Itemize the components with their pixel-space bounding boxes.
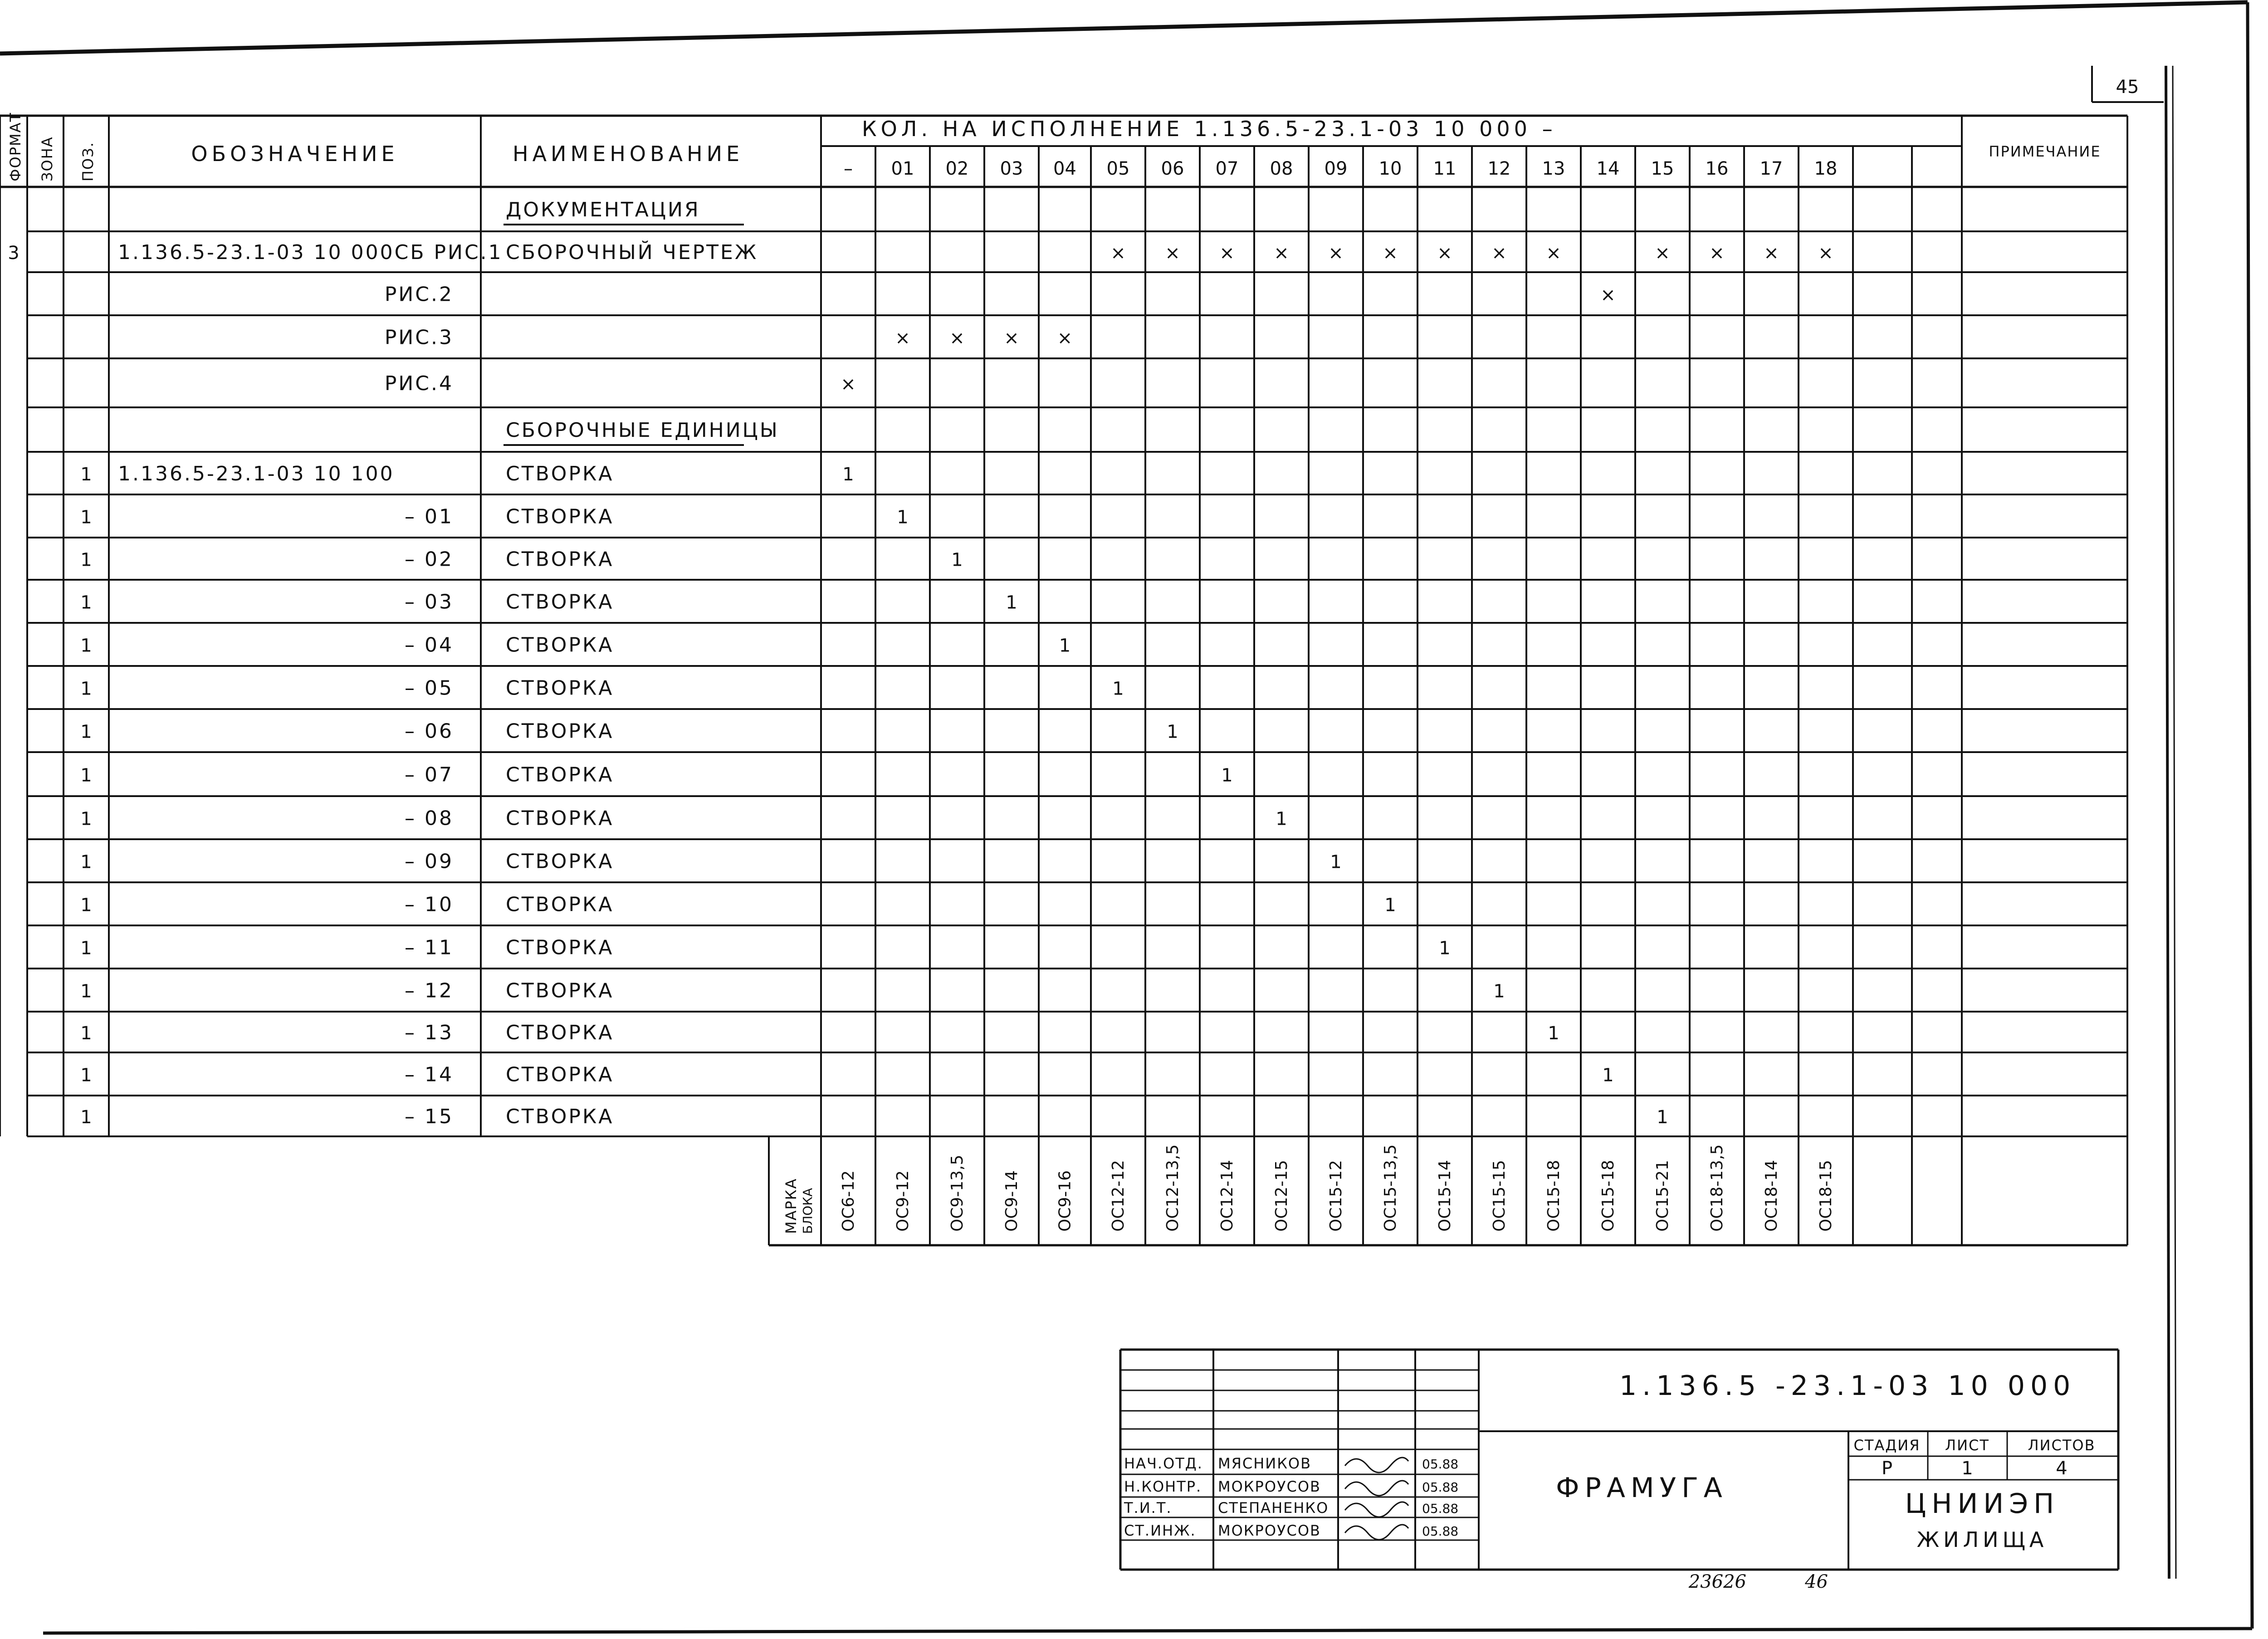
row-position: 1: [80, 851, 92, 873]
quantity-mark: 1: [1330, 851, 1342, 873]
variant-number: 09: [1324, 158, 1348, 179]
signature-name: МОКРОУСОВ: [1218, 1478, 1321, 1495]
quantity-mark: ×: [895, 328, 910, 349]
block-mark-label: БЛОКА: [800, 1188, 815, 1234]
row-name: СТВОРКА: [506, 1105, 614, 1128]
row-position: 1: [80, 1065, 92, 1086]
quantity-mark: ×: [1818, 243, 1833, 264]
quantity-mark: 1: [1657, 1107, 1668, 1128]
row-designation: – 08: [405, 807, 454, 830]
row-position: 1: [80, 464, 92, 485]
variant-number: 01: [891, 158, 914, 179]
row-name: СТВОРКА: [506, 979, 614, 1003]
signature-scribble: [1345, 1481, 1408, 1496]
quantity-mark: ×: [1600, 284, 1616, 306]
quantity-mark: ×: [1219, 243, 1235, 264]
block-mark-value: ОС15-21: [1653, 1160, 1672, 1232]
row-designation: – 11: [405, 936, 454, 959]
quantity-mark: ×: [1057, 328, 1073, 349]
variant-number: 11: [1433, 158, 1457, 179]
row-position: 1: [80, 1107, 92, 1128]
row-designation: 1.136.5-23.1-03 10 000СБ РИС.1: [118, 241, 503, 264]
block-mark-value: ОС12-15: [1272, 1160, 1291, 1232]
row-position: 1: [80, 895, 92, 916]
header-designation: ОБОЗНАЧЕНИЕ: [191, 142, 399, 166]
header-note: ПРИМЕЧАНИЕ: [1989, 143, 2101, 160]
sheet-label: ЛИСТ: [1945, 1437, 1989, 1454]
sheet-number: 45: [2116, 77, 2139, 98]
header-quantity-title: КОЛ. НА ИСПОЛНЕНИЕ 1.136.5-23.1-03 10 000 –: [862, 117, 1557, 141]
variant-number: 17: [1760, 158, 1783, 179]
signature-scribble: [1345, 1525, 1408, 1540]
variant-number: 07: [1215, 158, 1239, 179]
quantity-mark: ×: [1383, 243, 1398, 264]
quantity-mark: ×: [841, 374, 856, 395]
signature-scribble: [1345, 1502, 1408, 1517]
row-position: 1: [80, 765, 92, 786]
frame-top-border: [0, 2, 2248, 54]
row-format: 3: [8, 243, 20, 264]
block-mark-value: ОС15-13,5: [1381, 1144, 1400, 1232]
row-name: СТВОРКА: [506, 893, 614, 916]
row-name: СТВОРКА: [506, 676, 614, 700]
quantity-mark: 1: [1602, 1065, 1614, 1086]
quantity-mark: ×: [1274, 243, 1289, 264]
signature-date: 05.88: [1422, 1457, 1459, 1472]
block-mark-label: МАРКА: [782, 1178, 800, 1234]
block-mark-value: ОС18-14: [1762, 1160, 1781, 1232]
row-designation: – 15: [405, 1105, 454, 1128]
row-name: СТВОРКА: [506, 462, 614, 485]
frame-bottom-border: [43, 1629, 2252, 1633]
block-mark-value: ОС12-13,5: [1163, 1144, 1182, 1232]
quantity-mark: 1: [1059, 635, 1071, 656]
variant-number: 02: [945, 158, 969, 179]
block-mark-value: ОС18-13,5: [1708, 1144, 1726, 1232]
row-position: 1: [80, 678, 92, 700]
block-mark-value: ОС15-15: [1490, 1160, 1509, 1232]
row-designation: – 05: [405, 676, 454, 700]
row-name: СТВОРКА: [506, 807, 614, 830]
quantity-mark: 1: [842, 464, 854, 485]
signature-role: Т.И.Т.: [1124, 1499, 1172, 1517]
archive-number: 23626: [1688, 1571, 1746, 1592]
variant-number: 14: [1596, 158, 1620, 179]
quantity-mark: 1: [1439, 938, 1451, 959]
variant-number: 10: [1378, 158, 1402, 179]
section-heading: ДОКУМЕНТАЦИЯ: [506, 198, 700, 221]
block-mark-value: ОС15-18: [1545, 1160, 1563, 1232]
sheets-label: ЛИСТОВ: [2028, 1437, 2096, 1454]
header-format: ФОРМАТ: [7, 112, 24, 181]
archive-page-number: 46: [1805, 1571, 1828, 1592]
row-name: СТВОРКА: [506, 548, 614, 571]
block-mark-value: ОС15-12: [1327, 1160, 1345, 1232]
row-name: СТВОРКА: [506, 719, 614, 743]
row-name: СТВОРКА: [506, 850, 614, 873]
row-designation: – 01: [405, 505, 454, 528]
row-designation: – 10: [405, 893, 454, 916]
signature-role: СТ.ИНЖ.: [1124, 1522, 1196, 1539]
block-mark-value: ОС9-14: [1002, 1170, 1021, 1232]
quantity-mark: 1: [1167, 721, 1178, 743]
quantity-mark: ×: [1165, 243, 1180, 264]
variant-number: 04: [1053, 158, 1076, 179]
stage-label: СТАДИЯ: [1853, 1437, 1921, 1454]
block-mark-value: ОС18-15: [1817, 1160, 1835, 1232]
inner-right-border: [2173, 66, 2176, 1579]
stage-value: Р: [1881, 1458, 1893, 1479]
signature-role: Н.КОНТР.: [1124, 1478, 1202, 1495]
quantity-mark: 1: [1006, 592, 1017, 613]
row-position: 1: [80, 981, 92, 1002]
document-code: 1.136.5 -23.1-03 10 000: [1619, 1370, 2076, 1402]
row-designation: – 06: [405, 719, 454, 743]
row-position: 1: [80, 808, 92, 830]
row-designation: – 09: [405, 850, 454, 873]
row-position: 1: [80, 507, 92, 528]
row-position: 1: [80, 721, 92, 743]
quantity-mark: ×: [1764, 243, 1779, 264]
row-designation: – 02: [405, 548, 454, 571]
organization-name: ЦНИИЭП: [1905, 1488, 2060, 1520]
signature-date: 05.88: [1422, 1480, 1459, 1495]
quantity-mark: ×: [1709, 243, 1725, 264]
sheets-value: 4: [2056, 1458, 2068, 1479]
signature-date: 05.88: [1422, 1524, 1459, 1539]
row-name: СТВОРКА: [506, 505, 614, 528]
signature-name: МЯСНИКОВ: [1218, 1455, 1312, 1472]
variant-number: 12: [1487, 158, 1511, 179]
variant-number: 13: [1542, 158, 1565, 179]
row-designation: 1.136.5-23.1-03 10 100: [118, 462, 395, 485]
row-designation: – 12: [405, 979, 454, 1003]
block-mark-value: ОС6-12: [839, 1170, 858, 1232]
signature-role: НАЧ.ОТД.: [1124, 1455, 1203, 1472]
row-name: СБОРОЧНЫЙ ЧЕРТЕЖ: [506, 241, 758, 264]
row-designation: РИС.4: [384, 372, 454, 395]
row-name: СТВОРКА: [506, 1063, 614, 1086]
quantity-mark: 1: [1276, 808, 1287, 830]
row-designation: – 03: [405, 590, 454, 614]
row-designation: – 04: [405, 633, 454, 657]
row-position: 1: [80, 592, 92, 613]
row-name: СТВОРКА: [506, 590, 614, 614]
quantity-mark: ×: [949, 328, 965, 349]
block-mark-value: ОС15-18: [1599, 1160, 1618, 1232]
variant-number: 15: [1651, 158, 1674, 179]
row-designation: – 07: [405, 763, 454, 787]
block-mark-value: ОС9-16: [1056, 1170, 1075, 1232]
row-position: 1: [80, 635, 92, 656]
block-mark-value: ОС12-12: [1109, 1160, 1128, 1232]
quantity-mark: ×: [1491, 243, 1507, 264]
variant-number: 03: [1000, 158, 1023, 179]
variant-number: 18: [1814, 158, 1838, 179]
document-title: ФРАМУГА: [1556, 1472, 1728, 1504]
quantity-mark: ×: [1004, 328, 1019, 349]
sheet-value: 1: [1961, 1458, 1973, 1479]
section-heading: СБОРОЧНЫЕ ЕДИНИЦЫ: [506, 419, 779, 442]
inner-right-border: [2166, 66, 2169, 1579]
variant-number: 08: [1270, 158, 1293, 179]
row-designation: РИС.3: [384, 326, 454, 349]
quantity-mark: 1: [1221, 765, 1233, 786]
table-grid: [0, 116, 2127, 1245]
header-zone: ЗОНА: [39, 136, 56, 181]
title-block: [1120, 1350, 2118, 1592]
signature-scribble: [1345, 1458, 1408, 1473]
quantity-mark: 1: [1112, 678, 1124, 700]
row-position: 1: [80, 549, 92, 571]
quantity-mark: ×: [1546, 243, 1561, 264]
quantity-mark: ×: [1437, 243, 1452, 264]
header-name: НАИМЕНОВАНИЕ: [513, 142, 744, 166]
block-mark-value: ОС9-12: [894, 1170, 912, 1232]
table-text: [7, 77, 2139, 1234]
quantity-mark: ×: [1110, 243, 1126, 264]
row-designation: – 13: [405, 1021, 454, 1044]
block-mark-value: ОС15-14: [1436, 1160, 1454, 1232]
row-position: 1: [80, 1023, 92, 1044]
quantity-mark: 1: [1384, 895, 1396, 916]
variant-number: 16: [1705, 158, 1729, 179]
quantity-mark: ×: [1328, 243, 1344, 264]
organization-name: ЖИЛИЩА: [1916, 1527, 2048, 1552]
quantity-mark: 1: [1493, 981, 1505, 1002]
quantity-mark: ×: [1655, 243, 1670, 264]
row-designation: РИС.2: [384, 283, 454, 306]
row-name: СТВОРКА: [506, 763, 614, 787]
block-mark-value: ОС12-14: [1218, 1160, 1237, 1232]
header-pos: ПОЗ.: [79, 142, 97, 181]
frame-right-border: [2248, 2, 2252, 1629]
row-position: 1: [80, 938, 92, 959]
row-name: СТВОРКА: [506, 1021, 614, 1044]
quantity-mark: 1: [897, 507, 909, 528]
variant-number: 05: [1106, 158, 1130, 179]
signature-date: 05.88: [1422, 1501, 1459, 1516]
row-name: СТВОРКА: [506, 936, 614, 959]
block-mark-value: ОС9-13,5: [948, 1155, 967, 1232]
signature-name: СТЕПАНЕНКО: [1218, 1499, 1329, 1517]
variant-number: 06: [1161, 158, 1184, 179]
variant-number: –: [844, 158, 853, 179]
row-name: СТВОРКА: [506, 633, 614, 657]
quantity-mark: 1: [1548, 1023, 1559, 1044]
signature-name: МОКРОУСОВ: [1218, 1522, 1321, 1539]
quantity-mark: 1: [951, 549, 963, 571]
row-designation: – 14: [405, 1063, 454, 1086]
